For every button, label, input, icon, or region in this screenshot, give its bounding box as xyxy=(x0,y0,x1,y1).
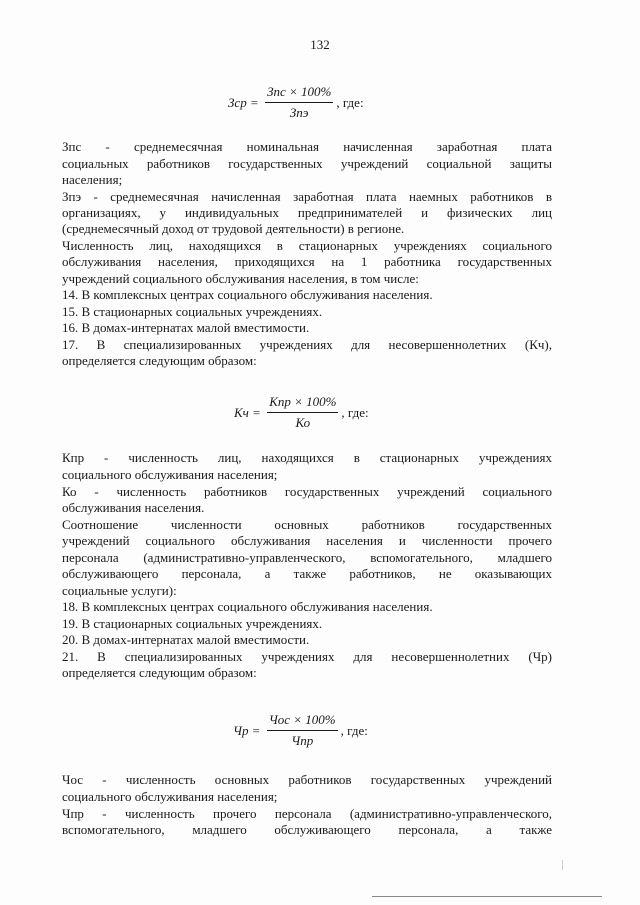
text-line: населения; xyxy=(62,172,123,187)
text-line: Кпр - численность лиц, находящихся в стационарных учреждениях xyxy=(62,450,552,465)
list-item: 17. В специализированных учреждениях для несовершеннолетних (Кч), xyxy=(62,337,552,352)
scan-edge-line xyxy=(372,896,602,897)
text-line: социальных работников государственных учреждений социальной защиты xyxy=(62,156,552,171)
formula-chr-lhs: Чр xyxy=(233,722,249,738)
formula-kch xyxy=(234,394,369,431)
text-line: Зпэ - среднемесячная начисленная заработная плата наемных работников в xyxy=(62,189,552,204)
text-line: организациях, у индивидуальных предпринимателей и физических лиц xyxy=(62,205,552,220)
text-line: Чос - численность основных работников государственных учреждений xyxy=(62,772,552,787)
list-item: 21. В специализированных учреждениях для несовершеннолетних (Чр) xyxy=(62,649,552,664)
text-line: обслуживания населения, приходящихся на 1 работника государственных xyxy=(62,254,552,269)
formula-chr-suffix: , где: xyxy=(340,722,368,738)
text-line: Зпс - среднемесячная номинальная начисленная заработная плата xyxy=(62,139,552,154)
scan-mark xyxy=(562,860,563,870)
text-line: (среднемесячный доход от трудовой деятельности) в регионе. xyxy=(62,221,405,236)
list-item: 18. В комплексных центрах социального обслуживания населения. xyxy=(62,599,433,614)
text-line: персонала (административно-управленческого, вспомогательного, младшего xyxy=(62,550,552,565)
text-line: Чпр - численность прочего персонала (административно-управленческого, xyxy=(62,806,552,821)
text-line: вспомогательного, младшего обслуживающего персонала, а также xyxy=(62,822,552,837)
text-line: учреждений социального обслуживания населения и численности прочего xyxy=(62,533,552,548)
text-line: учреждений социального обслуживания населения, в том числе: xyxy=(62,271,419,286)
text-line: Ко - численность работников государственных учреждений социального xyxy=(62,484,552,499)
formula-chr-equals: = xyxy=(252,722,260,738)
list-item: 19. В стационарных социальных учреждениях. xyxy=(62,616,323,631)
text-line: обслуживания населения. xyxy=(62,500,205,515)
formula-chr-denominator: Чпр xyxy=(291,733,314,748)
formula-chr xyxy=(233,712,368,749)
formula-kch-lhs: Кч xyxy=(234,404,249,420)
formula-zsr-suffix: , где: xyxy=(336,94,364,110)
text-line: социального обслуживания населения; xyxy=(62,789,278,804)
formula-kch-suffix: , где: xyxy=(341,404,369,420)
text-line: Соотношение численности основных работников государственных xyxy=(62,517,552,532)
text-line: определяется следующим образом: xyxy=(62,353,257,368)
formula-kch-numerator: Кпр × 100% xyxy=(267,394,338,413)
formula-kch-fraction xyxy=(267,394,338,431)
text-line: определяется следующим образом: xyxy=(62,665,257,680)
text-line: социального обслуживания населения; xyxy=(62,467,278,482)
list-item: 20. В домах-интернатах малой вместимости. xyxy=(62,632,310,647)
text-line: обслуживающего персонала, а также работников, не оказывающих xyxy=(62,566,552,581)
formula-chr-fraction xyxy=(267,712,338,749)
list-item: 15. В стационарных социальных учреждениях. xyxy=(62,304,323,319)
list-item: 14. В комплексных центрах социального обслуживания населения. xyxy=(62,287,433,302)
list-item: 16. В домах-интернатах малой вместимости. xyxy=(62,320,310,335)
formula-zsr xyxy=(228,84,364,121)
formula-zsr-numerator: Зпс × 100% xyxy=(265,84,333,103)
formula-zsr-lhs: Зср xyxy=(228,94,247,110)
formula-zsr-denominator: Зпэ xyxy=(289,105,309,120)
formula-zsr-equals: = xyxy=(250,94,259,110)
formula-kch-denominator: Ко xyxy=(295,415,311,430)
text-line: Численность лиц, находящихся в стационарных учреждениях социального xyxy=(62,238,552,253)
formula-kch-equals: = xyxy=(252,404,261,420)
page-number: 132 xyxy=(310,37,330,52)
formula-zsr-fraction xyxy=(265,84,333,121)
text-line: социальные услуги): xyxy=(62,583,177,598)
formula-chr-numerator: Чос × 100% xyxy=(267,712,338,731)
